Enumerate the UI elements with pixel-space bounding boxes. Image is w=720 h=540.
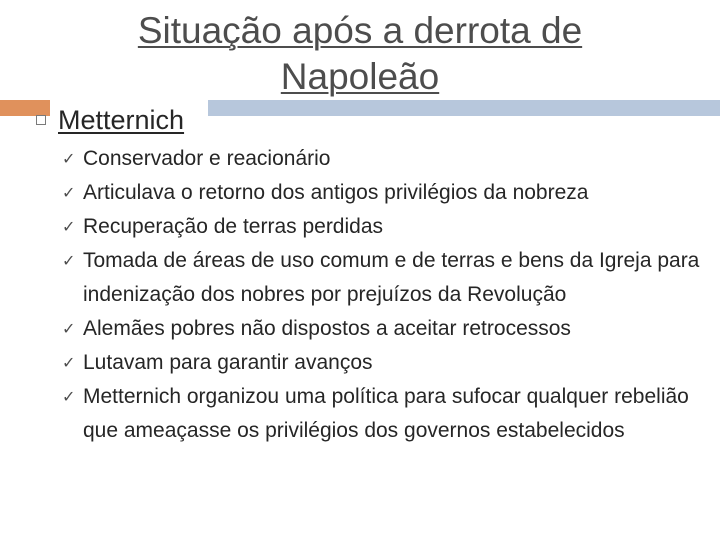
sub-bullet-list xyxy=(62,142,702,448)
checkmark-icon: ✓ xyxy=(62,319,76,338)
main-bullet xyxy=(36,104,184,136)
checkmark-icon: ✓ xyxy=(62,387,76,406)
list-item xyxy=(62,380,702,448)
list-item xyxy=(62,176,702,210)
list-item-text: Conservador e reacionário xyxy=(83,147,331,170)
list-item xyxy=(62,312,702,346)
checkmark-icon: ✓ xyxy=(62,353,76,372)
list-item-text: Alemães pobres não dispostos a aceitar retrocessos xyxy=(83,317,571,340)
list-item xyxy=(62,210,702,244)
list-item xyxy=(62,244,702,312)
checkmark-icon: ✓ xyxy=(62,183,76,202)
list-item xyxy=(62,142,702,176)
main-bullet-text: Metternich xyxy=(58,105,185,135)
checkmark-icon: ✓ xyxy=(62,217,76,236)
square-outline-icon xyxy=(36,115,46,125)
list-item-text: Recuperação de terras perdidas xyxy=(83,215,384,238)
accent-bar-right xyxy=(208,100,720,116)
list-item-text: Tomada de áreas de uso comum e de terras e bens da Igreja para indenização dos nobres por prejuízos da Revolução xyxy=(83,249,700,306)
checkmark-icon: ✓ xyxy=(62,251,76,270)
list-item-text: Metternich organizou uma política para sufocar qualquer rebelião que ameaçasse os privilégios dos governos estabelecidos xyxy=(83,385,689,442)
list-item xyxy=(62,346,702,380)
slide-title: Situação após a derrota de Napoleão xyxy=(137,10,583,97)
checkmark-icon: ✓ xyxy=(62,149,76,168)
list-item-text: Articulava o retorno dos antigos privilégios da nobreza xyxy=(83,181,589,204)
list-item-text: Lutavam para garantir avanços xyxy=(83,351,373,374)
